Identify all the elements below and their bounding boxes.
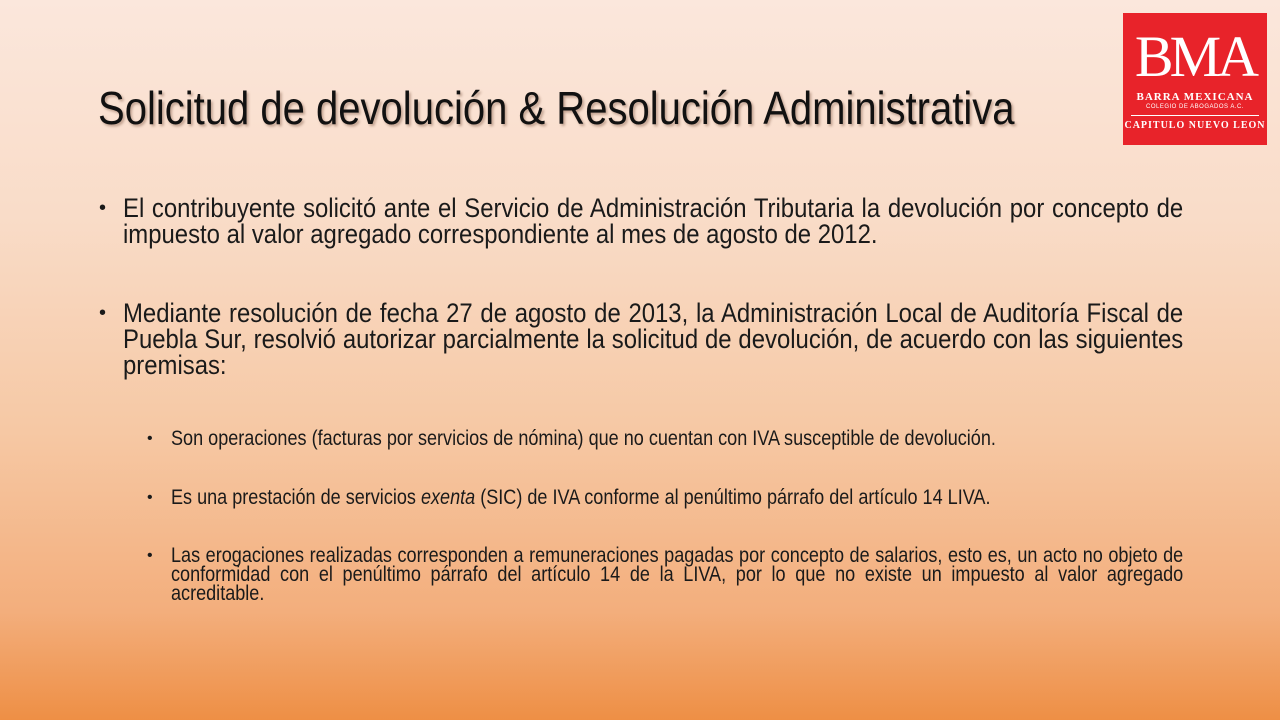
bma-logo xyxy=(1123,13,1267,145)
sub-bullet-text-before: Es una prestación de servicios xyxy=(171,486,421,509)
logo-chapter: CAPITULO NUEVO LEON xyxy=(1124,120,1266,131)
sub-bullet-text xyxy=(171,488,1183,507)
bullet-marker: • xyxy=(147,547,153,564)
sub-bullet-item xyxy=(147,427,1183,450)
logo-divider xyxy=(1131,115,1259,116)
slide-title: Solicitud de devolución & Resolución Administrativa xyxy=(98,82,1015,134)
sub-bullet-text-after: (SIC) de IVA conforme al penúltimo párrafo del artículo 14 LIVA. xyxy=(475,486,991,509)
bullet-marker: • xyxy=(147,430,153,447)
logo-subtitle: COLEGIO DE ABOGADOS A.C. xyxy=(1145,104,1245,110)
bullet-text: El contribuyente solicitó ante el Servicio de Administración Tributaria la devolución por concepto de impuesto al valor agregado correspondiente al mes de agosto de 2012. xyxy=(123,193,1184,249)
logo-name: BARRA MEXICANA xyxy=(1136,91,1254,103)
bullet-marker: • xyxy=(99,302,107,324)
sub-bullet-item xyxy=(147,544,1184,605)
bullet-marker: • xyxy=(99,197,107,219)
bullet-item xyxy=(99,193,1184,249)
sub-bullet-text: Son operaciones (facturas por servicios de nómina) que no cuentan con IVA susceptible de devolución. xyxy=(171,427,996,450)
sub-bullet-text: Las erogaciones realizadas corresponden a remuneraciones pagadas por concepto de salarios, esto es, un acto no objeto de conformidad con el penúltimo párrafo del artículo 14 de la LIVA, por lo que no existe un impuesto al valor agregado acreditable. xyxy=(171,544,1184,605)
sub-bullet-item xyxy=(147,486,1183,509)
bullet-text: Mediante resolución de fecha 27 de agosto de 2013, la Administración Local de Auditoría Fiscal de Puebla Sur, resolvió autorizar parcialmente la solicitud de devolución, de acuerdo con las siguientes premisas: xyxy=(123,298,1184,380)
bullet-marker: • xyxy=(147,489,153,506)
logo-mark: BMA xyxy=(1134,24,1256,89)
sub-bullet-text-italic: exenta xyxy=(420,486,476,509)
bullet-item xyxy=(99,298,1184,380)
